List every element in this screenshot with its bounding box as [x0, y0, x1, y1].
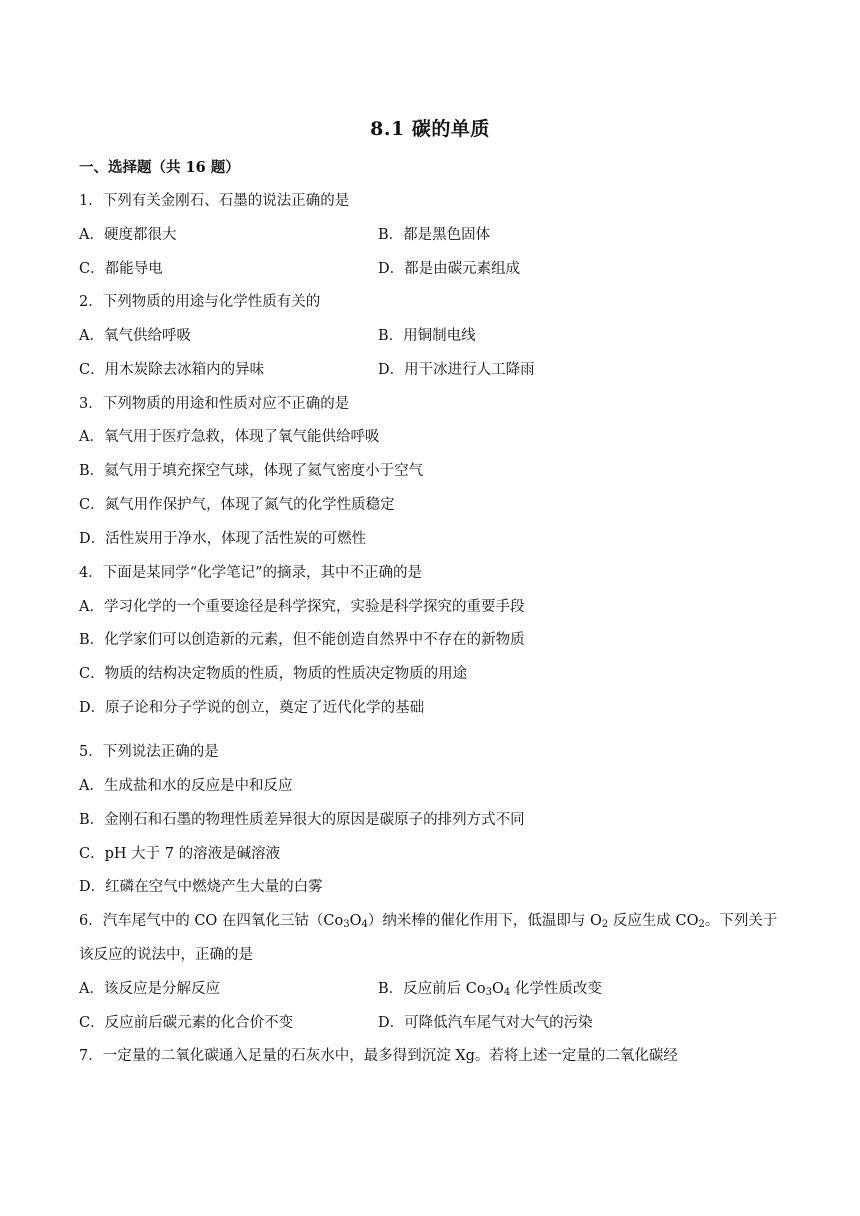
document-title: 8.1 碳的单质 [370, 118, 490, 140]
question-5-option-b: B．金刚石和石墨的物理性质差异很大的原因是碳原子的排列方式不同 [79, 812, 525, 828]
question-4-stem: 4．下面是某同学“化学笔记”的摘录，其中不正确的是 [79, 565, 423, 581]
question-5-option-c: C．pH 大于 7 的溶液是碱溶液 [79, 846, 281, 862]
question-6-stem: 6．汽车尾气中的 CO 在四氧化三钴$(Co_3O_4)$纳米棒的催化作用下，低温即与 $O_2$ 反应生成 $CO_2$。下列关于 [79, 913, 778, 930]
question-4-option-c: C．物质的结构决定物质的性质，物质的性质决定物质的用途 [79, 666, 468, 682]
question-1-option-b: B．都是黑色固体 [378, 227, 491, 243]
question-4-option-b: B．化学家们可以创造新的元素，但不能创造自然界中不存在的新物质 [79, 632, 525, 648]
question-1-option-d: D．都是由碳元素组成 [378, 261, 521, 277]
question-5-option-d: D．红磷在空气中燃烧产生大量的白雾 [79, 879, 323, 895]
question-2-option-d: D．用干冰进行人工降雨 [378, 362, 535, 378]
question-4-option-d: D．原子论和分子学说的创立，奠定了近代化学的基础 [79, 700, 425, 716]
question-2-stem: 2．下列物质的用途与化学性质有关的 [79, 294, 321, 310]
question-2-option-c: C．用木炭除去冰箱内的异味 [79, 362, 265, 378]
question-6-stem-continued: 该反应的说法中，正确的是 [79, 947, 253, 963]
question-2-option-a: A．氧气供给呼吸 [79, 328, 191, 344]
question-3-option-a: A．氧气用于医疗急救，体现了氧气能供给呼吸 [79, 429, 380, 445]
question-3-option-d: D．活性炭用于净水，体现了活性炭的可燃性 [79, 531, 367, 547]
question-6-option-a: A．该反应是分解反应 [79, 981, 220, 997]
question-4-option-a: A．学习化学的一个重要途径是科学探究，实验是科学探究的重要手段 [79, 599, 525, 615]
question-3-option-b: B．氦气用于填充探空气球，体现了氦气密度小于空气 [79, 463, 424, 479]
question-3-option-c: C．氮气用作保护气，体现了氮气的化学性质稳定 [79, 497, 395, 513]
section-heading: 一、选择题（共 16 题） [79, 159, 240, 176]
question-6-option-c: C．反应前后碳元素的化合价不变 [79, 1015, 294, 1031]
question-5-stem: 5．下列说法正确的是 [79, 744, 219, 760]
question-1-option-c: C．都能导电 [79, 261, 163, 277]
question-3-stem: 3．下列物质的用途和性质对应不正确的是 [79, 396, 350, 412]
question-6-option-d: D．可降低汽车尾气对大气的污染 [378, 1015, 593, 1031]
question-1-stem: 1．下列有关金刚石、石墨的说法正确的是 [79, 193, 350, 209]
question-6-option-b: B．反应前后 $Co_3O_4$ 化学性质改变 [378, 981, 602, 998]
question-5-option-a: A．生成盐和水的反应是中和反应 [79, 778, 293, 794]
question-7-stem: 7．一定量的二氧化碳通入足量的石灰水中，最多得到沉淀 Xg。若将上述一定量的二氧化碳经 [79, 1048, 678, 1064]
question-2-option-b: B．用铜制电线 [378, 328, 476, 344]
question-1-option-a: A．硬度都很大 [79, 227, 177, 243]
